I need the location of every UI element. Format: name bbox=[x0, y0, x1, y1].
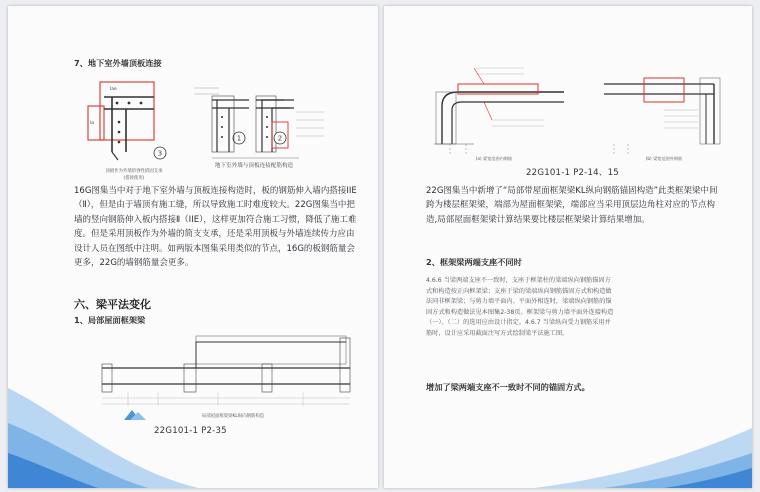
beam-anchorage-figures bbox=[414, 58, 734, 162]
detail3-caption: 顶板作为外墙的弹性嵌固支承 bbox=[105, 169, 163, 174]
basement-paragraph: 16G图集当中对于地下室外墙与顶板连接构造时，板的钢筋伸入墙内搭接IIE（Ⅱ），但是由于墙顶有施工缝，所以导致施工时难度较大。22G图集当中把墙的竖向钢筋伸入板内搭接Ⅱ（IIE），这样更加符合施工习惯，降低了施工难度。但是采用顶板作为外墙的简支支承，还是采用顶板与外墙连续传力应由设计人员在图纸中注明。如两版本图集采用类似的节点，16G的板钢筋量会更多，22G的墙钢筋量会更多。 bbox=[74, 186, 357, 269]
conclusion-text: 增加了梁两端支座不一致时不同的锚固方式。 bbox=[426, 382, 590, 392]
la-label: la bbox=[90, 121, 95, 126]
section-heading-beam: 六、梁平法变化 bbox=[74, 298, 151, 311]
roof-beam-paragraph: 22G图集当中新增了“局部带屋面框架梁KL纵向钢筋锚固构造”此类框架梁中间跨为楼层框架梁，端部为屋面框架梁，端部应当采用顶层边角柱对应的节点构造,局部屋面框架梁计算结果要比楼层框架梁计算结果增加。 bbox=[426, 186, 718, 225]
highlight-box-red-b bbox=[644, 78, 684, 102]
code-clause-text: 4.6.6 当梁两端支座不一致时，支座于框架柱的梁端纵向钢筋锚固方式和构造按正向框架梁；支座于梁的梁端纵向钢筋锚固方式和构造做法同非框架梁；与剪力墙平面内、平面外相连时，梁端纵向钢筋的锚固方式和构造做法见本图集2-38页。框架梁与剪力墙平面外连接构造（一）、（二）的选用应由设计指定。4.6.7 当梁纵向受力钢筋采用并筋时，设计应采用截面注写方式绘制梁平法施工图。 bbox=[426, 277, 614, 337]
section-heading-basement: 7、地下室外墙顶板连接 bbox=[74, 58, 162, 68]
left-page bbox=[8, 6, 378, 488]
figure-caption-p2: 22G101-1 P2-14、15 bbox=[526, 168, 619, 178]
roof-frame-beam-figure bbox=[88, 328, 358, 420]
detail3-caption-sub: (搭接使用) bbox=[123, 176, 145, 181]
figure-b-caption: (b) 梁宽范围外钢筋 bbox=[645, 156, 683, 161]
figure-caption-p235: 22G101-1 P2-35 bbox=[154, 426, 227, 436]
decorative-wave-right bbox=[384, 348, 752, 488]
detail-number-3: 3 bbox=[157, 149, 163, 158]
subheading-two-supports: 2、框架梁两端支座不同时 bbox=[426, 257, 522, 267]
figure2-label: 局部屋面框架梁KL纵向钢筋构造 bbox=[201, 414, 265, 419]
subheading-local-roof-beam: 1、局部屋面框架梁 bbox=[74, 315, 146, 325]
basement-wall-detail-figure bbox=[84, 72, 334, 188]
lae-label: lae bbox=[110, 87, 117, 92]
detail-number-2: 2 bbox=[277, 134, 283, 143]
highlight-box-red bbox=[100, 82, 154, 140]
detail-number-1: 1 bbox=[236, 134, 242, 143]
right-page bbox=[384, 6, 752, 488]
figure-a-caption: (a) 梁宽范围内钢筋 bbox=[475, 156, 513, 161]
detail-subcaption: 地下室外墙与顶板连接配筋构造 bbox=[214, 163, 294, 169]
